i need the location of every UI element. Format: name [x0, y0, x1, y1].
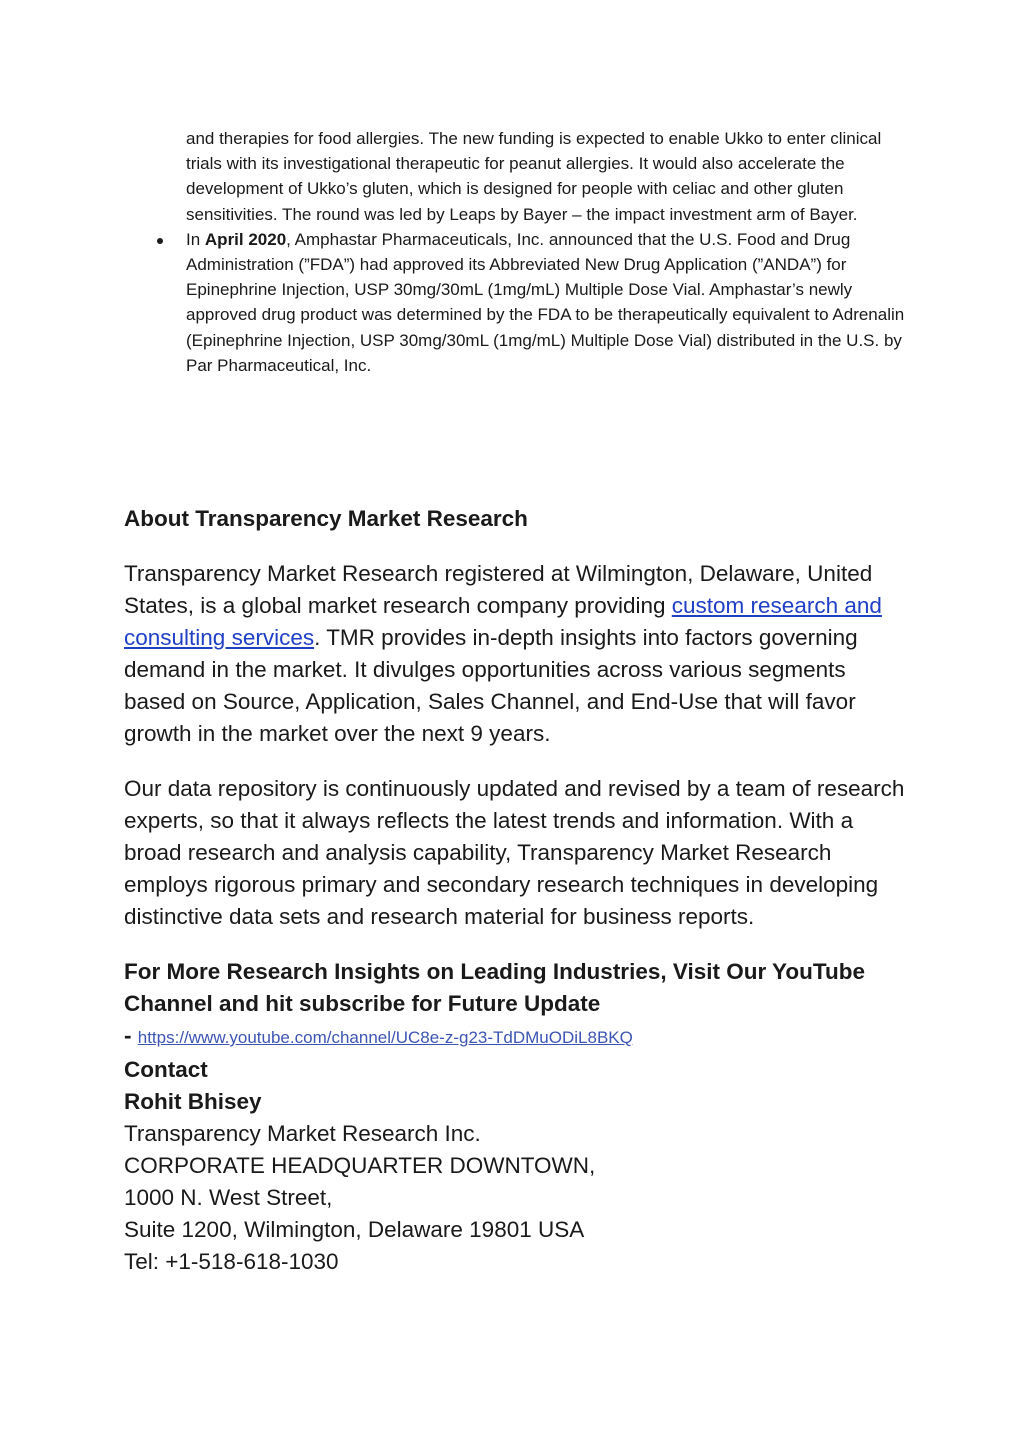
bullet-text: , Amphastar Pharmaceuticals, Inc. announced that the U.S. Food and Drug Administration (”FDA”) had approved its Abbreviated New Drug Application (”ANDA”) for Epinephrine Injection, USP 30mg/30mL (1mg/mL) Multiple Dose Vial. Amphastar’s newly approved drug product was determined by the FDA to be therapeutically equivalent to Adrenalin (Epinephrine Injection, USP 30mg/30mL (1mg/mL) Multiple Dose Vial) distributed in the U.S. by Par Pharmaceutical, Inc.: [186, 229, 905, 375]
bullet-dot-icon: [157, 238, 163, 244]
about-section: [124, 503, 909, 1278]
youtube-heading: For More Research Insights on Leading Industries, Visit Our YouTube Channel and hit subscribe for Future Update: [124, 959, 865, 1016]
youtube-dash: -: [124, 1023, 138, 1048]
news-bullet-list: [186, 126, 906, 378]
about-paragraph-1-start: Transparency Market Research registered at Wilmington, Delaware, United States, is a global market research company providing: [124, 561, 873, 618]
bullet-date: April 2020: [204, 229, 287, 249]
contact-label: Contact: [124, 1057, 208, 1082]
youtube-channel-link[interactable]: https://www.youtube.com/channel/UC8e-z-g23-TdDMuODiL8BKQ: [137, 1028, 633, 1047]
contact-hq: CORPORATE HEADQUARTER DOWNTOWN,: [124, 1153, 596, 1178]
custom-research-link[interactable]: custom research and consulting services: [124, 593, 882, 650]
contact-name: Rohit Bhisey: [124, 1089, 262, 1114]
contact-phone: Tel: +1-518-618-1030: [124, 1249, 339, 1274]
bullet-prefix: In: [186, 229, 205, 249]
bullet-item-continuation: [186, 126, 906, 227]
contact-street: 1000 N. West Street,: [124, 1185, 333, 1210]
bullet-item-april-2020: [186, 227, 906, 378]
about-paragraph-2: Our data repository is continuously updated and revised by a team of research experts, so that it always reflects the latest trends and information. With a broad research and analysis capability, Transparency Market Research employs rigorous primary and secondary research techniques in developing distinctive data sets and research material for business reports.: [124, 776, 905, 929]
contact-suite: Suite 1200, Wilmington, Delaware 19801 USA: [124, 1217, 585, 1242]
youtube-link-line: [124, 1020, 909, 1054]
bullet-text: and therapies for food allergies. The new funding is expected to enable Ukko to enter clinical trials with its investigational therapeutic for peanut allergies. It would also accelerate the development of Ukko’s gluten, which is designed for people with celiac and other gluten sensitivities. The round was led by Leaps by Bayer – the impact investment arm of Bayer.: [186, 129, 882, 224]
about-paragraph-1-end: . TMR provides in-depth insights into factors governing demand in the market. It divulges opportunities across various segments based on Source, Application, Sales Channel, and End-Use that will favor growth in the market over the next 9 years.: [124, 625, 858, 746]
about-paragraph-1: [124, 558, 909, 750]
about-heading: About Transparency Market Research: [124, 506, 528, 531]
contact-company: Transparency Market Research Inc.: [124, 1121, 481, 1146]
